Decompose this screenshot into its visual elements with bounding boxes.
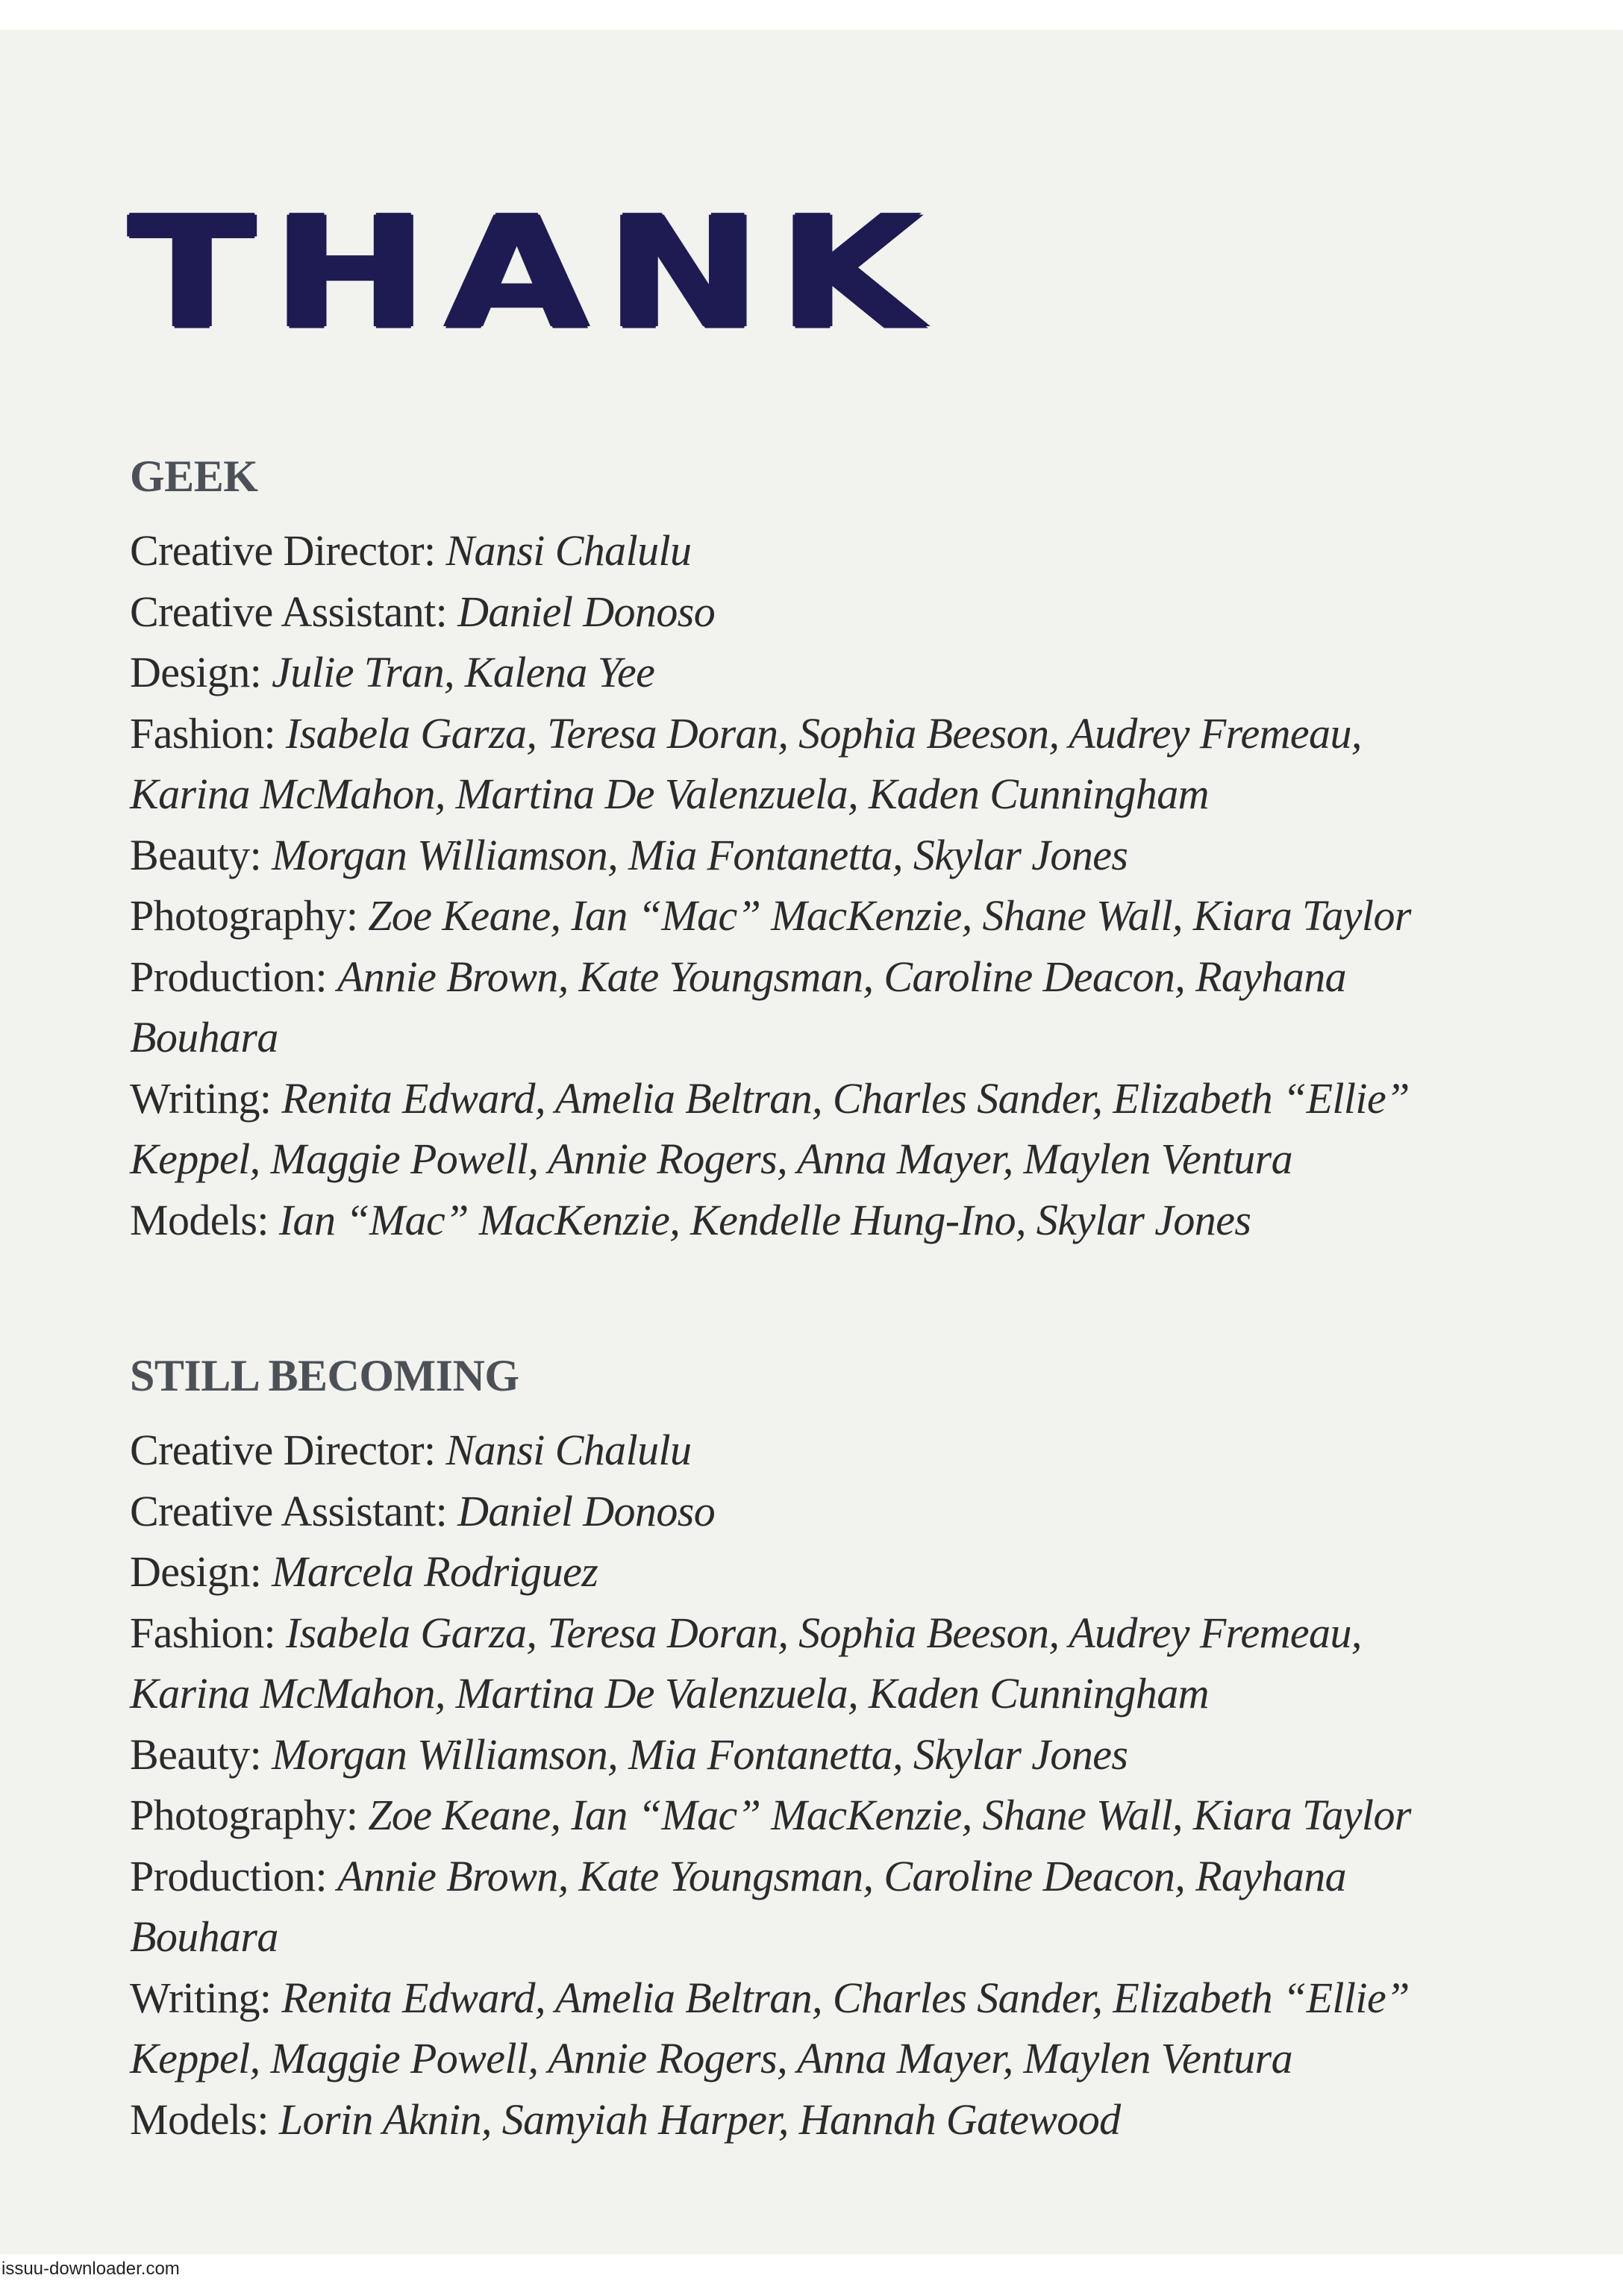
credit-models: [130, 2089, 1458, 2150]
credit-names: Daniel Donoso: [457, 1486, 716, 1535]
credit-design: [130, 642, 1458, 703]
credit-names: Daniel Donoso: [457, 587, 716, 636]
credit-models: [130, 1190, 1458, 1251]
credit-photography: [130, 1785, 1458, 1846]
credit-role: Photography:: [130, 891, 358, 940]
credit-role: Creative Assistant:: [130, 1486, 448, 1535]
credit-writing: [130, 1068, 1458, 1190]
credit-role: Writing:: [130, 1973, 272, 2022]
section-geek: [130, 437, 1458, 1250]
credit-role: Fashion:: [130, 708, 275, 758]
credit-creative-director: [130, 520, 1458, 581]
credit-names: Lorin Aknin, Samyiah Harper, Hannah Gatewood: [278, 2094, 1121, 2144]
section-title: GEEK: [130, 452, 258, 501]
credit-writing: [130, 1968, 1458, 2089]
credit-role: Creative Assistant:: [130, 587, 448, 636]
credit-beauty: [130, 825, 1458, 886]
credit-names: Ian “Mac” MacKenzie, Kendelle Hung-Ino, Skylar Jones: [278, 1195, 1251, 1244]
section-title: STILL BECOMING: [130, 1351, 519, 1400]
headline: THANK: [128, 184, 939, 363]
credit-role: Photography:: [130, 1791, 358, 1839]
watermark-text: issuu-downloader.com: [1, 2259, 180, 2279]
section-still-becoming: [130, 1336, 1458, 2150]
credit-names: Nansi Chalulu: [445, 1426, 692, 1474]
credit-names: Renita Edward, Amelia Beltran, Charles Sander, Elizabeth “Ellie” Keppel, Maggie Powell, Annie Rogers, Anna Mayer, Maylen Ventura: [130, 1973, 1410, 2083]
credit-names: Morgan Williamson, Mia Fontanetta, Skylar Jones: [272, 1729, 1128, 1779]
credit-creative-director: [130, 1420, 1458, 1481]
credit-role: Models:: [130, 2094, 269, 2144]
credit-production: [130, 1846, 1458, 1968]
credit-names: Zoe Keane, Ian “Mac” MacKenzie, Shane Wall, Kiara Taylor: [368, 891, 1411, 940]
credit-design: [130, 1541, 1458, 1603]
credit-role: Models:: [130, 1195, 269, 1244]
credit-names: Marcela Rodriguez: [272, 1547, 598, 1596]
credit-role: Beauty:: [130, 830, 262, 879]
credits-page: [0, 30, 1623, 2254]
credit-role: Design:: [130, 1547, 262, 1596]
credit-role: Fashion:: [130, 1608, 275, 1657]
credit-names: Annie Brown, Kate Youngsman, Caroline Deacon, Rayhana Bouhara: [130, 952, 1347, 1061]
credit-role: Beauty:: [130, 1729, 262, 1779]
credit-names: Isabela Garza, Teresa Doran, Sophia Beeson, Audrey Fremeau, Karina McMahon, Martina De Valenzuela, Kaden Cunningham: [130, 1608, 1362, 1718]
credit-names: Renita Edward, Amelia Beltran, Charles Sander, Elizabeth “Ellie” Keppel, Maggie Powell, Annie Rogers, Anna Mayer, Maylen Ventura: [130, 1073, 1410, 1183]
credit-creative-assistant: [130, 581, 1458, 643]
credit-fashion: [130, 1603, 1458, 1724]
credit-names: Isabela Garza, Teresa Doran, Sophia Beeson, Audrey Fremeau, Karina McMahon, Martina De Valenzuela, Kaden Cunningham: [130, 708, 1362, 818]
credit-role: Writing:: [130, 1073, 272, 1123]
credit-names: Zoe Keane, Ian “Mac” MacKenzie, Shane Wall, Kiara Taylor: [368, 1791, 1411, 1839]
credit-role: Creative Director:: [130, 526, 436, 575]
credit-names: Morgan Williamson, Mia Fontanetta, Skylar Jones: [272, 830, 1128, 879]
credit-names: Nansi Chalulu: [445, 526, 692, 575]
credit-production: [130, 946, 1458, 1068]
credit-role: Production:: [130, 952, 328, 1001]
credit-beauty: [130, 1724, 1458, 1785]
credit-fashion: [130, 703, 1458, 825]
credit-names: Julie Tran, Kalena Yee: [272, 648, 655, 696]
credit-role: Creative Director:: [130, 1426, 436, 1474]
credit-creative-assistant: [130, 1481, 1458, 1542]
credit-photography: [130, 885, 1458, 946]
credit-role: Design:: [130, 648, 262, 696]
credit-names: Annie Brown, Kate Youngsman, Caroline Deacon, Rayhana Bouhara: [130, 1851, 1347, 1961]
credit-role: Production:: [130, 1851, 328, 1900]
